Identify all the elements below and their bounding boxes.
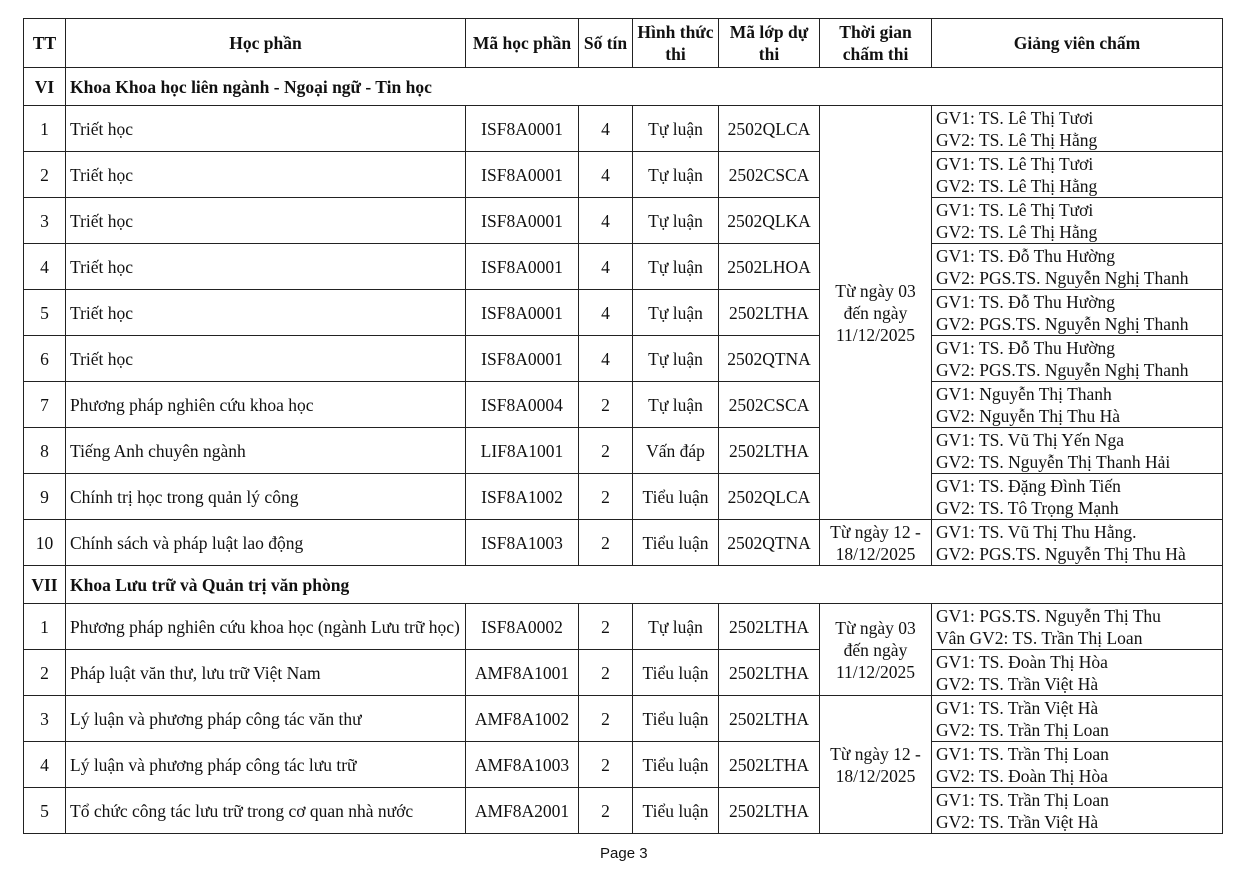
table-row bbox=[24, 604, 1223, 650]
header-thoi-gian: Thời gian chấm thi bbox=[820, 19, 932, 68]
grading-lecturers bbox=[932, 106, 1223, 152]
credits: 4 bbox=[579, 336, 633, 382]
credits: 2 bbox=[579, 604, 633, 650]
course-name: Phương pháp nghiên cứu khoa học bbox=[66, 382, 466, 428]
class-code: 2502LTHA bbox=[719, 650, 820, 696]
grading-time: Từ ngày 12 - 18/12/2025 bbox=[820, 696, 932, 834]
class-code: 2502QTNA bbox=[719, 336, 820, 382]
lecturer-2: GV2: TS. Trần Việt Hà bbox=[936, 811, 1099, 832]
row-number: 4 bbox=[24, 742, 66, 788]
course-name: Phương pháp nghiên cứu khoa học (ngành Lưu trữ học) bbox=[66, 604, 466, 650]
section-number: VII bbox=[24, 566, 66, 604]
course-name: Lý luận và phương pháp công tác văn thư bbox=[66, 696, 466, 742]
row-number: 2 bbox=[24, 650, 66, 696]
lecturer-2: GV2: TS. Trần Thị Loan bbox=[936, 719, 1109, 740]
header-row bbox=[24, 19, 1223, 68]
credits: 2 bbox=[579, 742, 633, 788]
exam-form: Tiểu luận bbox=[633, 650, 719, 696]
exam-form: Tự luận bbox=[633, 198, 719, 244]
table-row bbox=[24, 520, 1223, 566]
header-tt: TT bbox=[24, 19, 66, 68]
grading-lecturers bbox=[932, 742, 1223, 788]
lecturer-1: GV1: TS. Trần Việt Hà bbox=[936, 697, 1099, 718]
exam-form: Tiểu luận bbox=[633, 788, 719, 834]
class-code: 2502LTHA bbox=[719, 428, 820, 474]
lecturer-2: GV2: PGS.TS. Nguyễn Nghị Thanh bbox=[936, 313, 1189, 334]
course-code: AMF8A1001 bbox=[466, 650, 579, 696]
section-row bbox=[24, 566, 1223, 604]
course-code: ISF8A0001 bbox=[466, 290, 579, 336]
course-code: AMF8A1002 bbox=[466, 696, 579, 742]
class-code: 2502LHOA bbox=[719, 244, 820, 290]
credits: 4 bbox=[579, 244, 633, 290]
grading-lecturers bbox=[932, 650, 1223, 696]
grading-lecturers bbox=[932, 198, 1223, 244]
row-number: 1 bbox=[24, 604, 66, 650]
exam-form: Tự luận bbox=[633, 152, 719, 198]
grading-lecturers bbox=[932, 788, 1223, 834]
course-code: LIF8A1001 bbox=[466, 428, 579, 474]
class-code: 2502CSCA bbox=[719, 152, 820, 198]
lecturer-2: GV2: TS. Tô Trọng Mạnh bbox=[936, 497, 1119, 518]
course-name: Triết học bbox=[66, 290, 466, 336]
row-number: 8 bbox=[24, 428, 66, 474]
grading-schedule-table bbox=[23, 18, 1223, 834]
header-ma-lop-du-thi: Mã lớp dự thi bbox=[719, 19, 820, 68]
course-name: Chính trị học trong quản lý công bbox=[66, 474, 466, 520]
exam-form: Tự luận bbox=[633, 106, 719, 152]
row-number: 5 bbox=[24, 788, 66, 834]
grading-lecturers bbox=[932, 382, 1223, 428]
grading-time: Từ ngày 03 đến ngày 11/12/2025 bbox=[820, 106, 932, 520]
exam-form: Tự luận bbox=[633, 382, 719, 428]
lecturer-2: GV2: TS. Nguyễn Thị Thanh Hải bbox=[936, 451, 1171, 472]
class-code: 2502LTHA bbox=[719, 604, 820, 650]
row-number: 10 bbox=[24, 520, 66, 566]
class-code: 2502CSCA bbox=[719, 382, 820, 428]
credits: 2 bbox=[579, 382, 633, 428]
lecturer-1: GV1: TS. Đỗ Thu Hường bbox=[936, 291, 1116, 312]
table-row bbox=[24, 428, 1223, 474]
lecturer-1: GV1: TS. Lê Thị Tươi bbox=[936, 107, 1094, 128]
class-code: 2502LTHA bbox=[719, 742, 820, 788]
lecturer-1: GV1: TS. Trần Thị Loan bbox=[936, 743, 1109, 764]
exam-form: Vấn đáp bbox=[633, 428, 719, 474]
course-name: Lý luận và phương pháp công tác lưu trữ bbox=[66, 742, 466, 788]
grading-time: Từ ngày 12 - 18/12/2025 bbox=[820, 520, 932, 566]
exam-form: Tự luận bbox=[633, 290, 719, 336]
credits: 2 bbox=[579, 788, 633, 834]
exam-form: Tiểu luận bbox=[633, 742, 719, 788]
grading-time: Từ ngày 03 đến ngày 11/12/2025 bbox=[820, 604, 932, 696]
credits: 4 bbox=[579, 106, 633, 152]
course-name: Tổ chức công tác lưu trữ trong cơ quan nhà nước bbox=[66, 788, 466, 834]
exam-form: Tự luận bbox=[633, 604, 719, 650]
grading-lecturers bbox=[932, 244, 1223, 290]
section-title: Khoa Khoa học liên ngành - Ngoại ngữ - Tin học bbox=[66, 68, 1223, 106]
lecturer-1: GV1: TS. Đỗ Thu Hường bbox=[936, 337, 1116, 358]
class-code: 2502QLKA bbox=[719, 198, 820, 244]
row-number: 5 bbox=[24, 290, 66, 336]
row-number: 4 bbox=[24, 244, 66, 290]
row-number: 2 bbox=[24, 152, 66, 198]
header-so-tin: Số tín bbox=[579, 19, 633, 68]
lecturer-1: GV1: TS. Đoàn Thị Hòa bbox=[936, 651, 1108, 672]
class-code: 2502LTHA bbox=[719, 696, 820, 742]
class-code: 2502LTHA bbox=[719, 290, 820, 336]
lecturer-1: GV1: TS. Vũ Thị Thu Hằng. bbox=[936, 521, 1137, 542]
course-name: Triết học bbox=[66, 198, 466, 244]
exam-form: Tự luận bbox=[633, 336, 719, 382]
table-row bbox=[24, 650, 1223, 696]
grading-lecturers bbox=[932, 152, 1223, 198]
course-code: ISF8A0001 bbox=[466, 198, 579, 244]
lecturer-1: GV1: TS. Vũ Thị Yến Nga bbox=[936, 429, 1124, 450]
lecturer-1: GV1: PGS.TS. Nguyễn Thị Thu bbox=[936, 605, 1161, 626]
lecturer-1: GV1: Nguyễn Thị Thanh bbox=[936, 383, 1112, 404]
credits: 2 bbox=[579, 696, 633, 742]
credits: 2 bbox=[579, 650, 633, 696]
grading-lecturers bbox=[932, 336, 1223, 382]
grading-lecturers bbox=[932, 428, 1223, 474]
lecturer-2: GV2: TS. Lê Thị Hằng bbox=[936, 175, 1098, 196]
course-name: Pháp luật văn thư, lưu trữ Việt Nam bbox=[66, 650, 466, 696]
credits: 4 bbox=[579, 152, 633, 198]
grading-lecturers bbox=[932, 520, 1223, 566]
course-name: Chính sách và pháp luật lao động bbox=[66, 520, 466, 566]
course-code: ISF8A0001 bbox=[466, 336, 579, 382]
grading-lecturers bbox=[932, 696, 1223, 742]
grading-lecturers bbox=[932, 604, 1223, 650]
course-code: AMF8A1003 bbox=[466, 742, 579, 788]
exam-form: Tiểu luận bbox=[633, 696, 719, 742]
class-code: 2502QTNA bbox=[719, 520, 820, 566]
course-code: ISF8A0001 bbox=[466, 152, 579, 198]
table-row bbox=[24, 382, 1223, 428]
lecturer-2: GV2: TS. Lê Thị Hằng bbox=[936, 221, 1098, 242]
table-row bbox=[24, 106, 1223, 152]
row-number: 9 bbox=[24, 474, 66, 520]
course-name: Tiếng Anh chuyên ngành bbox=[66, 428, 466, 474]
lecturer-2: GV2: PGS.TS. Nguyễn Thị Thu Hà bbox=[936, 543, 1186, 564]
course-code: ISF8A0001 bbox=[466, 244, 579, 290]
exam-form: Tự luận bbox=[633, 244, 719, 290]
row-number: 7 bbox=[24, 382, 66, 428]
lecturer-1: GV1: TS. Đặng Đình Tiến bbox=[936, 475, 1121, 496]
credits: 2 bbox=[579, 520, 633, 566]
course-code: ISF8A1003 bbox=[466, 520, 579, 566]
table-row bbox=[24, 742, 1223, 788]
lecturer-1: GV1: TS. Lê Thị Tươi bbox=[936, 199, 1094, 220]
section-title: Khoa Lưu trữ và Quản trị văn phòng bbox=[66, 566, 1223, 604]
course-name: Triết học bbox=[66, 244, 466, 290]
credits: 2 bbox=[579, 428, 633, 474]
table-row bbox=[24, 788, 1223, 834]
course-name: Triết học bbox=[66, 336, 466, 382]
course-code: ISF8A1002 bbox=[466, 474, 579, 520]
class-code: 2502QLCA bbox=[719, 474, 820, 520]
header-ma-hoc-phan: Mã học phần bbox=[466, 19, 579, 68]
course-code: ISF8A0002 bbox=[466, 604, 579, 650]
table-row bbox=[24, 152, 1223, 198]
table-row bbox=[24, 696, 1223, 742]
section-row bbox=[24, 68, 1223, 106]
lecturer-2: GV2: PGS.TS. Nguyễn Nghị Thanh bbox=[936, 267, 1189, 288]
exam-form: Tiểu luận bbox=[633, 520, 719, 566]
course-name: Triết học bbox=[66, 106, 466, 152]
table-row bbox=[24, 336, 1223, 382]
course-name: Triết học bbox=[66, 152, 466, 198]
lecturer-2: GV2: TS. Đoàn Thị Hòa bbox=[936, 765, 1108, 786]
credits: 4 bbox=[579, 290, 633, 336]
table-body bbox=[24, 68, 1223, 834]
row-number: 6 bbox=[24, 336, 66, 382]
class-code: 2502LTHA bbox=[719, 788, 820, 834]
class-code: 2502QLCA bbox=[719, 106, 820, 152]
lecturer-1: GV1: TS. Trần Thị Loan bbox=[936, 789, 1109, 810]
exam-form: Tiểu luận bbox=[633, 474, 719, 520]
header-giang-vien: Giảng viên chấm bbox=[932, 19, 1223, 68]
section-number: VI bbox=[24, 68, 66, 106]
lecturer-2: GV2: Nguyễn Thị Thu Hà bbox=[936, 405, 1121, 426]
lecturer-2: Vân GV2: TS. Trần Thị Loan bbox=[936, 627, 1143, 648]
course-code: ISF8A0004 bbox=[466, 382, 579, 428]
header-hoc-phan: Học phần bbox=[66, 19, 466, 68]
page-number: Page 3 bbox=[600, 845, 648, 862]
table-row bbox=[24, 198, 1223, 244]
lecturer-1: GV1: TS. Đỗ Thu Hường bbox=[936, 245, 1116, 266]
lecturer-1: GV1: TS. Lê Thị Tươi bbox=[936, 153, 1094, 174]
header-hinh-thuc-thi: Hình thức thi bbox=[633, 19, 719, 68]
credits: 4 bbox=[579, 198, 633, 244]
lecturer-2: GV2: TS. Trần Việt Hà bbox=[936, 673, 1099, 694]
grading-lecturers bbox=[932, 290, 1223, 336]
row-number: 3 bbox=[24, 696, 66, 742]
table-row bbox=[24, 244, 1223, 290]
course-code: AMF8A2001 bbox=[466, 788, 579, 834]
row-number: 3 bbox=[24, 198, 66, 244]
credits: 2 bbox=[579, 474, 633, 520]
lecturer-2: GV2: TS. Lê Thị Hằng bbox=[936, 129, 1098, 150]
row-number: 1 bbox=[24, 106, 66, 152]
table-row bbox=[24, 474, 1223, 520]
grading-lecturers bbox=[932, 474, 1223, 520]
course-code: ISF8A0001 bbox=[466, 106, 579, 152]
table-row bbox=[24, 290, 1223, 336]
lecturer-2: GV2: PGS.TS. Nguyễn Nghị Thanh bbox=[936, 359, 1189, 380]
